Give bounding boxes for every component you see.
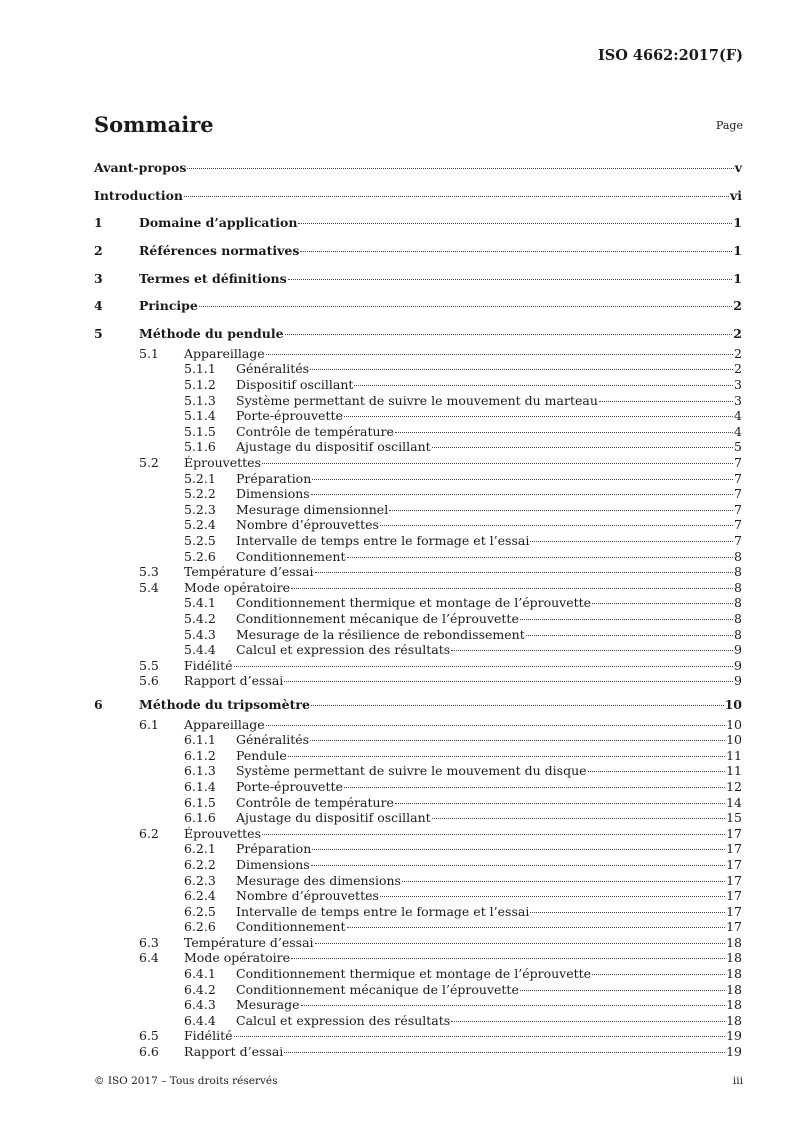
toc-entry-number: 6.2.6: [184, 919, 216, 935]
toc-entry-number: 6.5: [139, 1028, 159, 1044]
toc-entry[interactable]: [94, 439, 742, 455]
toc-entry-number: 5.2.3: [184, 501, 216, 517]
dot-leader: [530, 541, 733, 542]
toc-entry-page: 18: [726, 950, 742, 966]
toc-entry-number: 6.3: [139, 934, 159, 950]
toc-entry[interactable]: [94, 1028, 742, 1044]
toc-entry-number: 6.4.3: [184, 997, 216, 1013]
toc-entry-number: 5: [94, 326, 103, 342]
toc-entry[interactable]: [94, 904, 742, 920]
toc-entry-number: 2: [94, 243, 103, 259]
dot-leader: [311, 705, 724, 706]
toc-entry-number: 6.2.1: [184, 841, 216, 857]
toc-entry-label: Conditionnement mécanique de l’éprouvette: [236, 981, 519, 997]
toc-entry-number: 6.1.5: [184, 794, 216, 810]
toc-entry[interactable]: [94, 693, 742, 717]
toc-entry-number: 5.1.2: [184, 377, 216, 392]
dot-leader: [520, 990, 725, 991]
toc-entry[interactable]: [94, 455, 742, 471]
toc-entry-page: 2: [734, 345, 742, 361]
toc-entry-page: 7: [734, 532, 742, 548]
toc-entry[interactable]: [94, 919, 742, 935]
toc-entry-label: Dimensions: [236, 486, 310, 502]
toc-entry-label: Intervalle de temps entre le formage et l’essai: [236, 903, 530, 919]
toc-entry-page: 1: [733, 270, 742, 286]
dot-leader: [234, 1036, 726, 1037]
toc-entry-page: 7: [734, 470, 742, 486]
toc-entry-number: 5.4.2: [184, 610, 216, 626]
toc-entry[interactable]: [94, 950, 742, 966]
toc-entry-number: 5.2.2: [184, 486, 216, 502]
toc-entry-page: 9: [734, 673, 742, 689]
toc-entry-label: Ajustage du dispositif oscillant: [236, 439, 431, 455]
toc-entry[interactable]: [94, 377, 742, 393]
dot-leader: [284, 1052, 725, 1053]
toc-entry-label: Principe: [139, 298, 198, 314]
toc-entry-number: 6.4: [139, 950, 159, 966]
toc-entry-label: Méthode du pendule: [139, 326, 284, 342]
toc-entry-number: 5.4.1: [184, 595, 216, 611]
dot-leader: [315, 572, 734, 573]
dot-leader: [199, 306, 732, 307]
toc-entry-number: 5.4.4: [184, 642, 216, 658]
dot-leader: [285, 334, 733, 335]
toc-entry[interactable]: [94, 841, 742, 857]
toc-entry-page: 4: [734, 423, 742, 439]
dot-leader: [380, 896, 725, 897]
toc-entry-page: 10: [726, 732, 742, 748]
dot-leader: [291, 588, 733, 589]
toc-entry-number: 3: [94, 270, 103, 286]
dot-leader: [389, 510, 733, 511]
toc-entry[interactable]: [94, 533, 742, 549]
dot-leader: [310, 740, 725, 741]
toc-entry-number: 5.2.6: [184, 548, 216, 564]
toc-entry-page: 9: [734, 657, 742, 673]
dot-leader: [288, 756, 725, 757]
toc-entry-number: 6.1.1: [184, 732, 216, 748]
toc-entry[interactable]: [94, 361, 742, 377]
toc-entry[interactable]: [94, 502, 742, 518]
toc-entry[interactable]: [94, 1044, 742, 1060]
toc-entry-page: 4: [734, 408, 742, 424]
toc-entry-number: 5.1.5: [184, 423, 216, 439]
toc-entry-label: Préparation: [236, 470, 312, 486]
toc-entry-page: 14: [726, 794, 742, 810]
toc-entry[interactable]: [94, 857, 742, 873]
toc-entry[interactable]: [94, 658, 742, 674]
toc-entry-label: Conditionnement: [236, 548, 346, 564]
toc-entry-page: 18: [726, 966, 742, 982]
toc-entry-number: 5.1: [139, 345, 159, 361]
toc-entry-number: 5.4: [139, 579, 159, 595]
toc-entry[interactable]: [94, 810, 742, 826]
toc-entry-number: 6.1.6: [184, 810, 216, 826]
toc-entry[interactable]: [94, 486, 742, 502]
toc-entry[interactable]: [94, 424, 742, 440]
toc-entry-number: 4: [94, 298, 103, 314]
toc-entry-label: Conditionnement thermique et montage de l’éprouvette: [236, 595, 592, 611]
toc-entry-label: Mesurage des dimensions: [236, 872, 401, 888]
toc-entry[interactable]: [94, 267, 742, 291]
toc-entry-label: Éprouvettes: [184, 825, 261, 841]
dot-leader: [451, 650, 733, 651]
dot-leader: [291, 958, 725, 959]
dot-leader: [310, 369, 733, 370]
toc-entry-page: 2: [733, 326, 742, 342]
toc-entry-number: 6.1.4: [184, 778, 216, 794]
dot-leader: [262, 463, 733, 464]
toc-entry-page: vi: [729, 187, 742, 203]
toc-entry-page: 17: [726, 825, 742, 841]
toc-entry-number: 6.4.2: [184, 981, 216, 997]
toc-entry-number: 6.1.3: [184, 763, 216, 779]
dot-leader: [588, 771, 726, 772]
toc-entry-page: 11: [726, 763, 742, 779]
toc-entry[interactable]: [94, 239, 742, 263]
toc-entry-number: 6: [94, 696, 103, 712]
toc-entry-page: 8: [734, 626, 742, 642]
toc-entry[interactable]: [94, 826, 742, 842]
toc-entry-page: 18: [726, 997, 742, 1013]
toc-entry[interactable]: [94, 997, 742, 1013]
toc-entry-page: 17: [726, 903, 742, 919]
toc-entry-page: 18: [726, 981, 742, 997]
toc-entry-label: Éprouvettes: [184, 454, 261, 470]
toc-entry[interactable]: [94, 471, 742, 487]
dot-leader: [347, 557, 734, 558]
toc-entry-number: 6.2.5: [184, 903, 216, 919]
toc-entry[interactable]: [94, 564, 742, 580]
toc-entry-label: Dimensions: [236, 856, 310, 872]
toc-entry-label: Généralités: [236, 732, 310, 748]
toc-entry-page: 18: [726, 934, 742, 950]
toc-entry-label: Appareillage: [184, 345, 265, 361]
dot-leader: [451, 1021, 725, 1022]
toc-entry-page: 12: [726, 778, 742, 794]
toc-entry-number: 6.4.1: [184, 966, 216, 982]
toc-entry-label: Préparation: [236, 841, 312, 857]
toc-entry-number: 5.3: [139, 564, 159, 580]
toc-entry-label: Références normatives: [139, 243, 300, 259]
dot-leader: [300, 251, 732, 252]
toc-entry[interactable]: [94, 294, 742, 318]
toc-entry-label: Introduction: [94, 187, 184, 203]
toc-entry-label: Porte-éprouvette: [236, 778, 343, 794]
toc-entry-page: 8: [734, 548, 742, 564]
toc-entry-page: 2: [734, 361, 742, 377]
toc-entry[interactable]: [94, 673, 742, 689]
toc-entry[interactable]: [94, 873, 742, 889]
copyright-notice: © ISO 2017 – Tous droits réservés: [94, 1075, 278, 1087]
toc-entry-page: 18: [726, 1012, 742, 1028]
toc-entry-number: 6.2.4: [184, 888, 216, 904]
toc-entry-page: 3: [734, 392, 742, 408]
toc-entry[interactable]: [94, 408, 742, 424]
dot-leader: [380, 525, 733, 526]
toc-entry-label: Mode opératoire: [184, 950, 290, 966]
dot-leader: [311, 865, 725, 866]
dot-leader: [301, 1005, 726, 1006]
toc-entry-page: 8: [734, 595, 742, 611]
dot-leader: [402, 881, 725, 882]
toc-entry-page: 11: [726, 747, 742, 763]
toc-entry-number: 5.1.6: [184, 439, 216, 455]
toc-entry[interactable]: [94, 795, 742, 811]
toc-entry-label: Système permettant de suivre le mouvement du marteau: [236, 392, 598, 408]
toc-entry-number: 5.1.3: [184, 392, 216, 408]
toc-entry[interactable]: [94, 322, 742, 346]
toc-entry-page: 1: [733, 215, 742, 231]
toc-entry[interactable]: [94, 627, 742, 643]
toc-entry-label: Nombre d’éprouvettes: [236, 517, 379, 533]
toc-entry-number: 6.4.4: [184, 1012, 216, 1028]
toc-entry-number: 5.6: [139, 673, 159, 689]
page-column-label: Page: [715, 119, 743, 132]
toc-entry-page: 17: [726, 888, 742, 904]
toc-entry[interactable]: [94, 580, 742, 596]
toc-entry-label: Mesurage: [236, 997, 300, 1013]
toc-entry-label: Calcul et expression des résultats: [236, 1012, 451, 1028]
dot-leader: [432, 818, 725, 819]
toc-entry-page: 10: [726, 716, 742, 732]
toc-entry-number: 6.2.3: [184, 872, 216, 888]
toc-entry-number: 5.2: [139, 454, 159, 470]
dot-leader: [530, 912, 725, 913]
toc-entry-number: 5.5: [139, 657, 159, 673]
dot-leader: [599, 401, 733, 402]
dot-leader: [526, 635, 733, 636]
toc-entry-page: 17: [726, 872, 742, 888]
toc-entry-label: Conditionnement mécanique de l’éprouvette: [236, 610, 519, 626]
toc-entry-number: 5.2.1: [184, 470, 216, 486]
toc-entry-label: Méthode du tripsomètre: [139, 696, 310, 712]
toc-entry-label: Conditionnement thermique et montage de l’éprouvette: [236, 966, 592, 982]
toc-entry-label: Appareillage: [184, 716, 265, 732]
toc-entry-label: Porte-éprouvette: [236, 408, 343, 424]
toc-entry-label: Avant-propos: [94, 160, 187, 175]
dot-leader: [284, 681, 733, 682]
toc-entry-label: Domaine d’application: [139, 215, 298, 231]
dot-leader: [395, 432, 733, 433]
toc-entry[interactable]: [94, 763, 742, 779]
toc-entry-label: Conditionnement: [236, 919, 346, 935]
toc-entry-page: 19: [726, 1028, 742, 1044]
dot-leader: [344, 416, 733, 417]
toc-entry-number: 5.4.3: [184, 626, 216, 642]
toc-entry-number: 1: [94, 215, 103, 231]
dot-leader: [592, 603, 733, 604]
toc-entry-label: Pendule: [236, 747, 287, 763]
toc-entry-page: 7: [734, 517, 742, 533]
toc-entry[interactable]: [94, 935, 742, 951]
toc-entry[interactable]: [94, 549, 742, 565]
toc-entry-label: Intervalle de temps entre le formage et l’essai: [236, 532, 530, 548]
dot-leader: [432, 447, 733, 448]
toc-entry-number: 5.2.4: [184, 517, 216, 533]
toc-entry-label: Nombre d’éprouvettes: [236, 888, 379, 904]
dot-leader: [187, 168, 733, 169]
toc-entry-page: 15: [726, 810, 742, 826]
dot-leader: [266, 354, 733, 355]
dot-leader: [234, 666, 734, 667]
toc-entry-page: 3: [734, 377, 742, 392]
toc-entry[interactable]: [94, 642, 742, 658]
toc-entry-page: 7: [734, 486, 742, 502]
toc-entry-page: 7: [734, 501, 742, 517]
toc-entry-page: 2: [733, 298, 742, 314]
toc-entry[interactable]: [94, 779, 742, 795]
toc-entry-page: 17: [726, 919, 742, 935]
document-code: ISO 4662:2017(F): [597, 47, 743, 64]
toc-entry[interactable]: [94, 595, 742, 611]
toc-entry-number: 6.1: [139, 716, 159, 732]
toc-entry-number: 6.6: [139, 1044, 159, 1060]
toc-entry-label: Fidélité: [184, 1028, 233, 1044]
toc-entry-label: Température d’essai: [184, 564, 314, 580]
dot-leader: [312, 849, 725, 850]
dot-leader: [592, 974, 725, 975]
dot-leader: [311, 494, 733, 495]
toc-entry[interactable]: [94, 346, 742, 362]
toc-entry[interactable]: [94, 211, 742, 235]
dot-leader: [312, 479, 733, 480]
toc-entry-page: 9: [734, 642, 742, 658]
toc-entry-page: 8: [734, 610, 742, 626]
toc-entry-number: 5.1.4: [184, 408, 216, 424]
toc-entry[interactable]: [94, 1013, 742, 1029]
toc-entry[interactable]: [94, 517, 742, 533]
page-title: Sommaire: [94, 112, 214, 137]
toc-entry[interactable]: [94, 966, 742, 982]
dot-leader: [298, 223, 732, 224]
toc-entry-page: 17: [726, 841, 742, 857]
dot-leader: [347, 927, 726, 928]
table-of-contents: [94, 156, 742, 1060]
dot-leader: [315, 943, 726, 944]
dot-leader: [354, 385, 733, 386]
toc-entry[interactable]: [94, 888, 742, 904]
toc-entry[interactable]: [94, 717, 742, 733]
toc-entry-number: 6.2.2: [184, 856, 216, 872]
toc-entry[interactable]: [94, 982, 742, 998]
toc-entry-label: Température d’essai: [184, 934, 314, 950]
dot-leader: [344, 787, 725, 788]
toc-entry-label: Mode opératoire: [184, 579, 290, 595]
toc-entry-label: Ajustage du dispositif oscillant: [236, 810, 431, 826]
page-number: iii: [732, 1075, 743, 1087]
toc-entry-label: Dispositif oscillant: [236, 377, 354, 392]
toc-entry-page: v: [734, 160, 742, 175]
dot-leader: [520, 619, 733, 620]
toc-entry-page: 8: [734, 564, 742, 580]
toc-entry[interactable]: [94, 748, 742, 764]
toc-entry[interactable]: [94, 732, 742, 748]
toc-entry-label: Fidélité: [184, 657, 233, 673]
toc-entry-number: 6.2: [139, 825, 159, 841]
dot-leader: [395, 803, 725, 804]
toc-entry-page: 19: [726, 1044, 742, 1060]
toc-entry-page: 17: [726, 856, 742, 872]
toc-entry-label: Rapport d’essai: [184, 673, 284, 689]
toc-entry-label: Mesurage dimensionnel: [236, 501, 389, 517]
dot-leader: [262, 834, 725, 835]
dot-leader: [288, 279, 733, 280]
toc-entry-page: 5: [734, 439, 742, 455]
toc-entry-label: Système permettant de suivre le mouvement du disque: [236, 763, 587, 779]
toc-entry-page: 8: [734, 579, 742, 595]
toc-entry-number: 5.2.5: [184, 532, 216, 548]
toc-entry-label: Rapport d’essai: [184, 1044, 284, 1060]
dot-leader: [266, 725, 725, 726]
toc-entry-page: 10: [724, 696, 742, 712]
toc-entry-label: Contrôle de température: [236, 794, 394, 810]
toc-entry-page: 1: [733, 243, 742, 259]
toc-entry-number: 5.1.1: [184, 361, 216, 377]
toc-entry-number: 6.1.2: [184, 747, 216, 763]
toc-entry[interactable]: [94, 611, 742, 627]
toc-entry[interactable]: [94, 156, 742, 180]
toc-entry-label: Généralités: [236, 361, 310, 377]
toc-entry[interactable]: [94, 184, 742, 208]
toc-entry-page: 7: [734, 454, 742, 470]
toc-entry-label: Calcul et expression des résultats: [236, 642, 451, 658]
toc-entry-label: Termes et définitions: [139, 270, 287, 286]
toc-entry[interactable]: [94, 393, 742, 409]
dot-leader: [184, 196, 729, 197]
toc-entry-label: Contrôle de température: [236, 423, 394, 439]
toc-entry-label: Mesurage de la résilience de rebondissement: [236, 626, 525, 642]
